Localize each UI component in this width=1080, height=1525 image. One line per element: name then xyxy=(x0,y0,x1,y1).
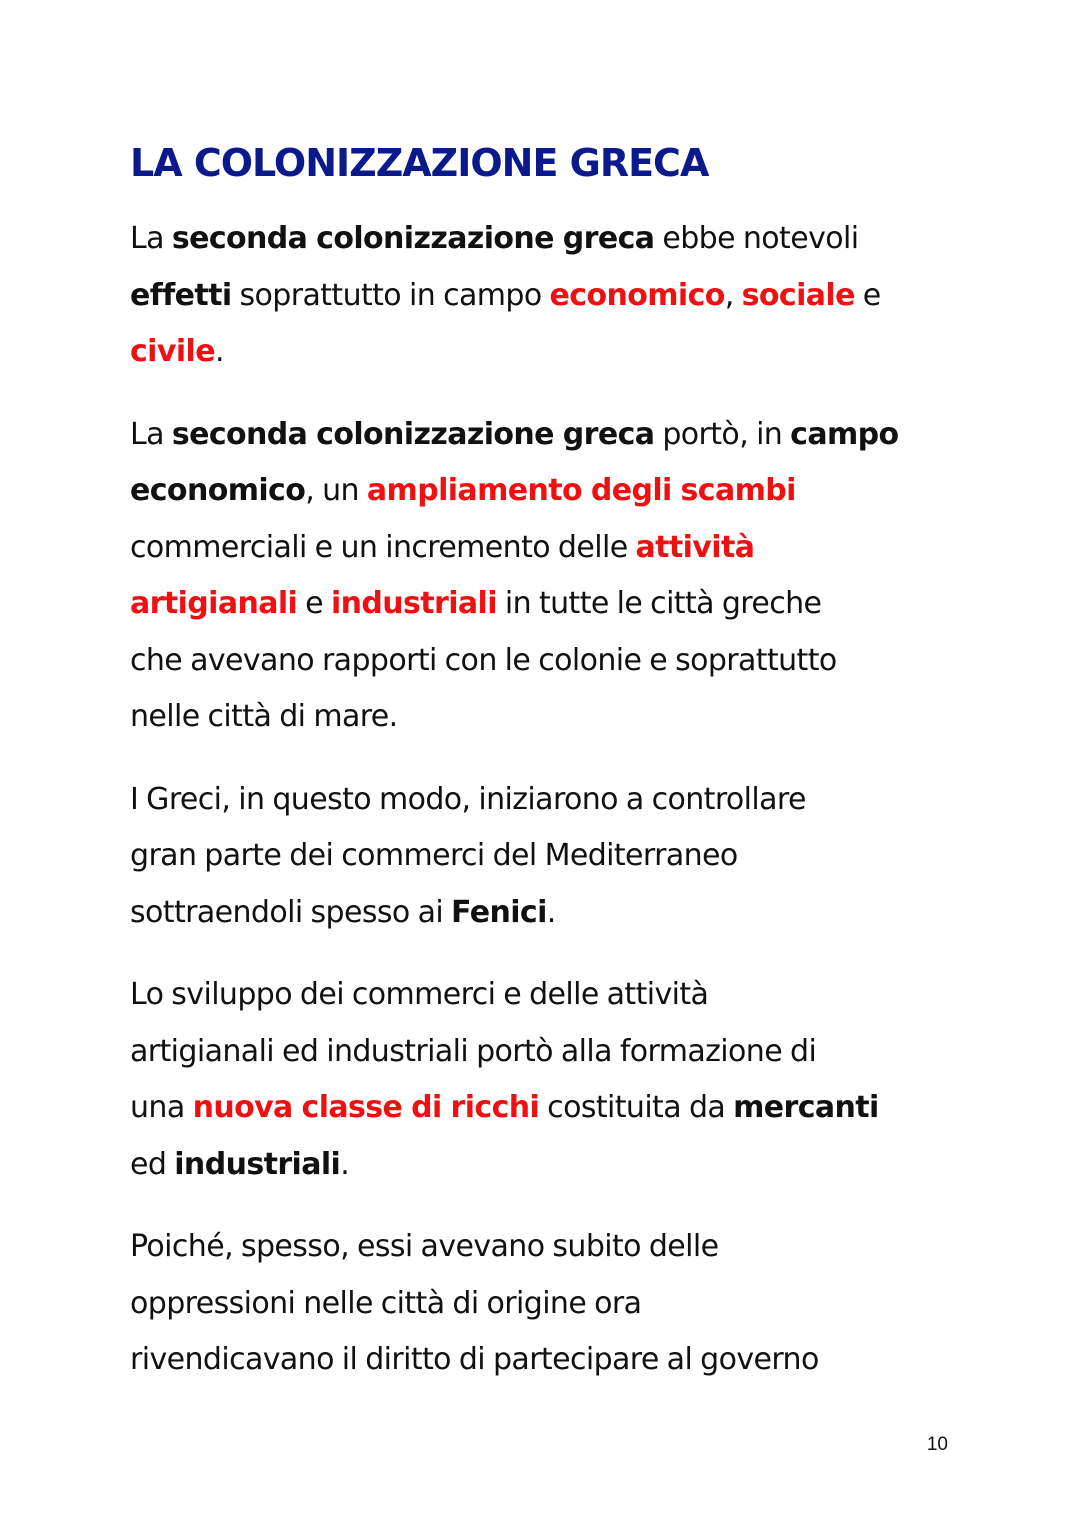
text-segment: . xyxy=(340,1146,350,1182)
text-line xyxy=(130,633,960,690)
paragraph xyxy=(130,211,960,381)
bold-term: industriali xyxy=(174,1146,341,1182)
text-segment: oppressioni nelle città di origine ora xyxy=(130,1285,642,1321)
text-segment: La xyxy=(130,416,172,452)
text-segment: , un xyxy=(305,473,367,508)
text-segment: . xyxy=(214,334,224,369)
text-line xyxy=(130,463,960,520)
text-segment: soprattutto in campo xyxy=(231,277,550,313)
highlighted-term: sociale xyxy=(741,277,855,313)
paragraph xyxy=(130,967,960,1193)
text-segment: Poiché, spesso, essi avevano subito delle xyxy=(130,1229,719,1264)
paragraph xyxy=(130,772,960,942)
text-line xyxy=(130,1137,960,1194)
text-line xyxy=(130,1276,960,1333)
text-segment: che avevano rapporti con le colonie e soprattutto xyxy=(130,642,837,678)
highlighted-term: nuova classe di ricchi xyxy=(192,1090,540,1125)
text-segment: artigianali ed industriali portò alla formazione di xyxy=(130,1033,817,1069)
text-segment: I Greci, in questo modo, iniziarono a controllare xyxy=(130,781,806,817)
text-line xyxy=(130,211,960,268)
text-segment: in tutte le città greche xyxy=(496,586,822,621)
text-segment: gran parte dei commerci del Mediterraneo xyxy=(130,838,738,873)
bold-term: Fenici xyxy=(451,894,547,930)
highlighted-term: economico xyxy=(549,277,725,313)
highlighted-term: ampliamento degli scambi xyxy=(366,473,796,508)
text-segment: portò, in xyxy=(654,416,791,452)
text-line xyxy=(130,324,960,381)
text-segment: e xyxy=(297,586,331,621)
highlighted-term: attività xyxy=(635,529,755,565)
text-line xyxy=(130,1024,960,1081)
bold-term: mercanti xyxy=(733,1090,879,1125)
bold-term: seconda colonizzazione greca xyxy=(171,416,655,452)
text-segment: La xyxy=(130,221,172,256)
text-line xyxy=(130,268,960,325)
text-segment: Lo sviluppo dei commerci e delle attività xyxy=(130,977,709,1012)
text-line xyxy=(130,828,960,885)
document-body xyxy=(130,211,960,1415)
text-segment: . xyxy=(546,894,556,930)
highlighted-term: civile xyxy=(130,334,215,369)
text-segment: ebbe notevoli xyxy=(654,221,859,256)
text-line xyxy=(130,407,960,464)
text-line xyxy=(130,772,960,829)
page-number: 10 xyxy=(926,1434,948,1455)
bold-term: campo xyxy=(790,416,899,452)
text-segment: ed xyxy=(130,1146,175,1182)
bold-term: seconda colonizzazione greca xyxy=(171,221,655,256)
text-line xyxy=(130,1332,960,1389)
paragraph xyxy=(130,1219,960,1389)
page-title: LA COLONIZZAZIONE GRECA xyxy=(130,141,709,185)
text-segment: , xyxy=(724,277,742,313)
text-segment: costituita da xyxy=(539,1090,734,1125)
text-segment: sottraendoli spesso ai xyxy=(130,894,452,930)
bold-term: effetti xyxy=(130,277,232,313)
text-line xyxy=(130,1080,960,1137)
highlighted-term: industriali xyxy=(330,586,497,621)
paragraph xyxy=(130,407,960,746)
bold-term: economico xyxy=(130,473,306,508)
text-line xyxy=(130,885,960,942)
text-line xyxy=(130,520,960,577)
text-segment: commerciali e un incremento delle xyxy=(130,529,636,565)
text-segment: rivendicavano il diritto di partecipare al governo xyxy=(130,1342,819,1377)
highlighted-term: artigianali xyxy=(130,586,298,621)
text-segment: una xyxy=(130,1090,193,1125)
text-line xyxy=(130,689,960,746)
text-line xyxy=(130,576,960,633)
text-line xyxy=(130,967,960,1024)
text-segment: e xyxy=(854,277,881,313)
text-segment: nelle città di mare. xyxy=(130,699,398,734)
text-line xyxy=(130,1219,960,1276)
